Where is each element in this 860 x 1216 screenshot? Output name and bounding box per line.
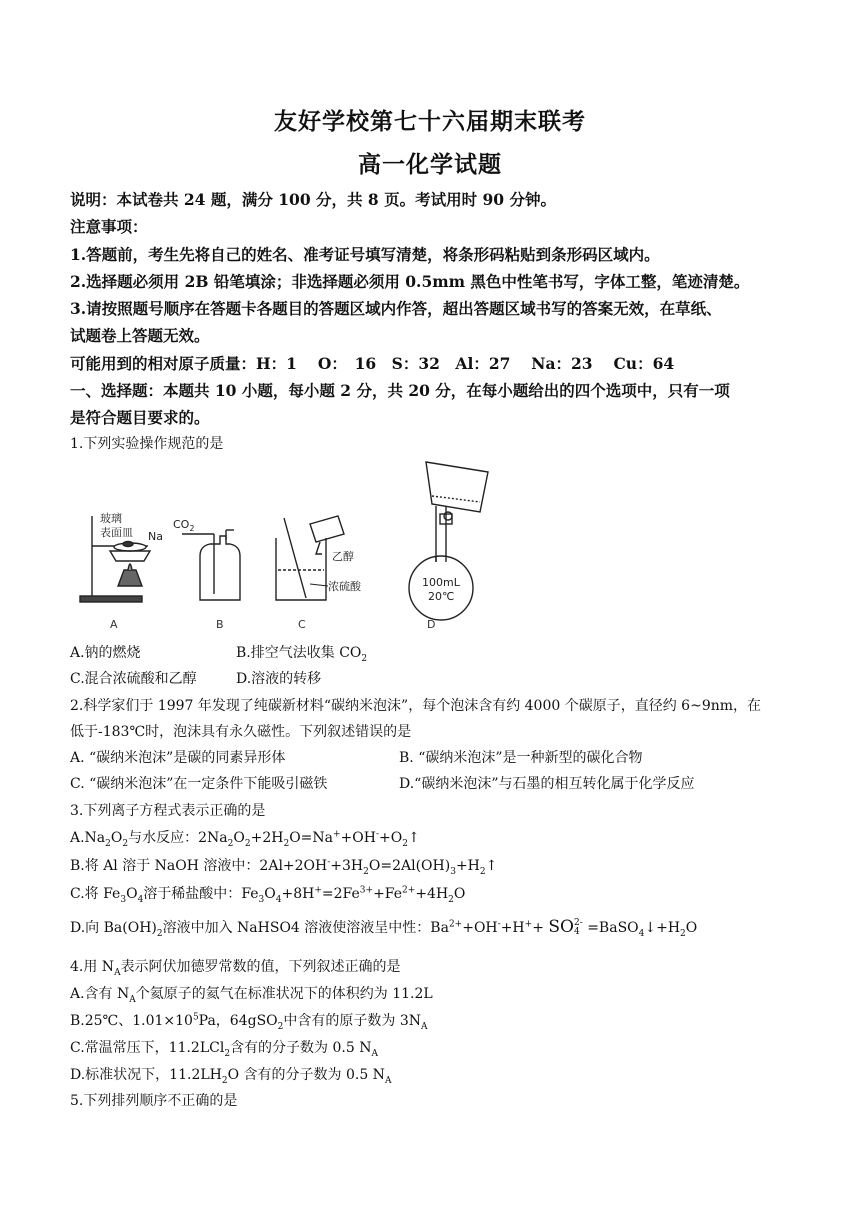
exam-title: 友好学校第七十六届期末联考 <box>274 108 586 135</box>
q2-stem-line2: 低于-183℃时，泡沫具有永久磁性。下列叙述错误的是 <box>70 724 412 740</box>
section-heading-line1: 一、选择题：本题共 10 小题，每小题 2 分，共 20 分，在每小题给出的四个选项中，只有一项 <box>70 381 730 400</box>
caption-a: A <box>110 618 118 631</box>
q4-option-c[interactable]: C.常温常压下，11.2LCl$_2$含有的分子数为 0.5 $N_A$ <box>70 1040 378 1059</box>
label-flask-volume: 100mL <box>422 576 460 589</box>
note-2: 2.选择题必须用 2B 铅笔填涂；非选择题必须用 0.5mm 黑色中性笔书写，字体工整，笔迹清楚。 <box>70 272 750 291</box>
q1-option-a[interactable]: A.钠的燃烧 <box>70 645 141 661</box>
label-flask-temp: 20℃ <box>428 590 455 603</box>
atomic-masses: 可能用到的相对原子质量：H：1 O： 16 S：32 Al：27 Na：23 Cu：64 <box>70 354 675 373</box>
q2-option-c[interactable]: C. “碳纳米泡沫”在一定条件下能吸引磁铁 <box>70 776 328 792</box>
q3-option-b[interactable]: B.将 Al 溶于 NaOH 溶液中：$2Al+2OH^-+3H_2O=2Al(OH)_3+H_2↑$ <box>70 857 498 877</box>
q3-option-a[interactable]: $A.Na_2O_2$与水反应：$2Na_2O_2+2H_2O=Na^++OH^-+O_2↑$ <box>70 829 420 849</box>
label-glass-2: 表面皿 <box>100 526 133 539</box>
q5-stem: 5.下列排列顺序不正确的是 <box>70 1093 238 1109</box>
apparatus-b <box>182 530 240 600</box>
label-glass-1: 玻璃 <box>100 512 122 525</box>
q3-option-c[interactable]: C.将 $Fe_3O_4$溶于稀盐酸中：$Fe_3O_4+8H^+=2Fe^{3+}+Fe^{2+}+4H_2O$ <box>70 885 466 905</box>
label-na: Na <box>148 530 163 543</box>
label-co2: $CO_2$ <box>173 518 195 533</box>
caption-d: D <box>427 618 436 631</box>
q1-apparatus-figure <box>70 458 510 636</box>
q1-option-c[interactable]: C.混合浓硫酸和乙醇 <box>70 671 197 687</box>
acid-pointer <box>310 584 328 586</box>
notes-heading: 注意事项： <box>70 217 148 236</box>
label-ethanol: 乙醇 <box>332 550 354 563</box>
q4-stem: 4.用 $N_A$表示阿伏加德罗常数的值，下列叙述正确的是 <box>70 959 401 978</box>
q3-stem: 3.下列离子方程式表示正确的是 <box>70 803 266 819</box>
note-3-line1: 3.请按照题号顺序在答题卡各题目的答题区域内作答，超出答题区域书写的答案无效，在草纸、 <box>70 299 722 318</box>
q2-option-d[interactable]: D.“碳纳米泡沫”与石墨的相互转化属于化学反应 <box>399 776 695 792</box>
q1-option-b[interactable]: B.排空气法收集 $CO_2$ <box>236 645 368 664</box>
note-1: 1.答题前，考生先将自己的姓名、准考证号填写清楚，将条形码粘贴到条形码区域内。 <box>70 245 660 264</box>
q1-option-d[interactable]: D.溶液的转移 <box>236 671 322 687</box>
q1-stem: 1.下列实验操作规范的是 <box>70 436 224 452</box>
q2-stem-line1: 2.科学家们于 1997 年发现了纯碳新材料“碳纳米泡沫”，每个泡沫含有约 4000 个碳原子，直径约 6~9nm，在 <box>70 698 762 714</box>
note-3-line2: 试题卷上答题无效。 <box>70 326 210 345</box>
q4-option-a[interactable]: A.含有 $N_A$个氦原子的氦气在标准状况下的体积约为 11.2L <box>70 986 433 1005</box>
q4-option-b[interactable]: B.25℃、$1.01\times 10^5Pa$，64gSO$_2$中含有的原子数为 $3N_A$ <box>70 1012 428 1032</box>
label-acid: 浓硫酸 <box>328 580 361 593</box>
exam-description: 说明：本试卷共 24 题，满分 100 分，共 8 页。考试用时 90 分钟。 <box>70 190 556 209</box>
q4-option-d[interactable]: D.标准状况下，$11.2LH_2O$ 含有的分子数为 0.5 $N_A$ <box>70 1067 392 1086</box>
q2-option-b[interactable]: B. “碳纳米泡沫”是一种新型的碳化合物 <box>399 750 643 766</box>
section-heading-line2: 是符合题目要求的。 <box>70 408 210 427</box>
q2-option-a[interactable]: A. “碳纳米泡沫”是碳的同素异形体 <box>70 750 286 766</box>
caption-b: B <box>216 618 224 631</box>
exam-subtitle: 高一化学试题 <box>358 151 502 178</box>
q3-option-d[interactable]: D.向 $Ba(OH)_2$溶液中加入 NaHSO4 溶液使溶液呈中性：$Ba^{2+}+OH^-+H^++$ SO 2- 4 $=BaSO_4↓+H_2O$ <box>70 917 698 939</box>
caption-c: C <box>298 618 306 631</box>
